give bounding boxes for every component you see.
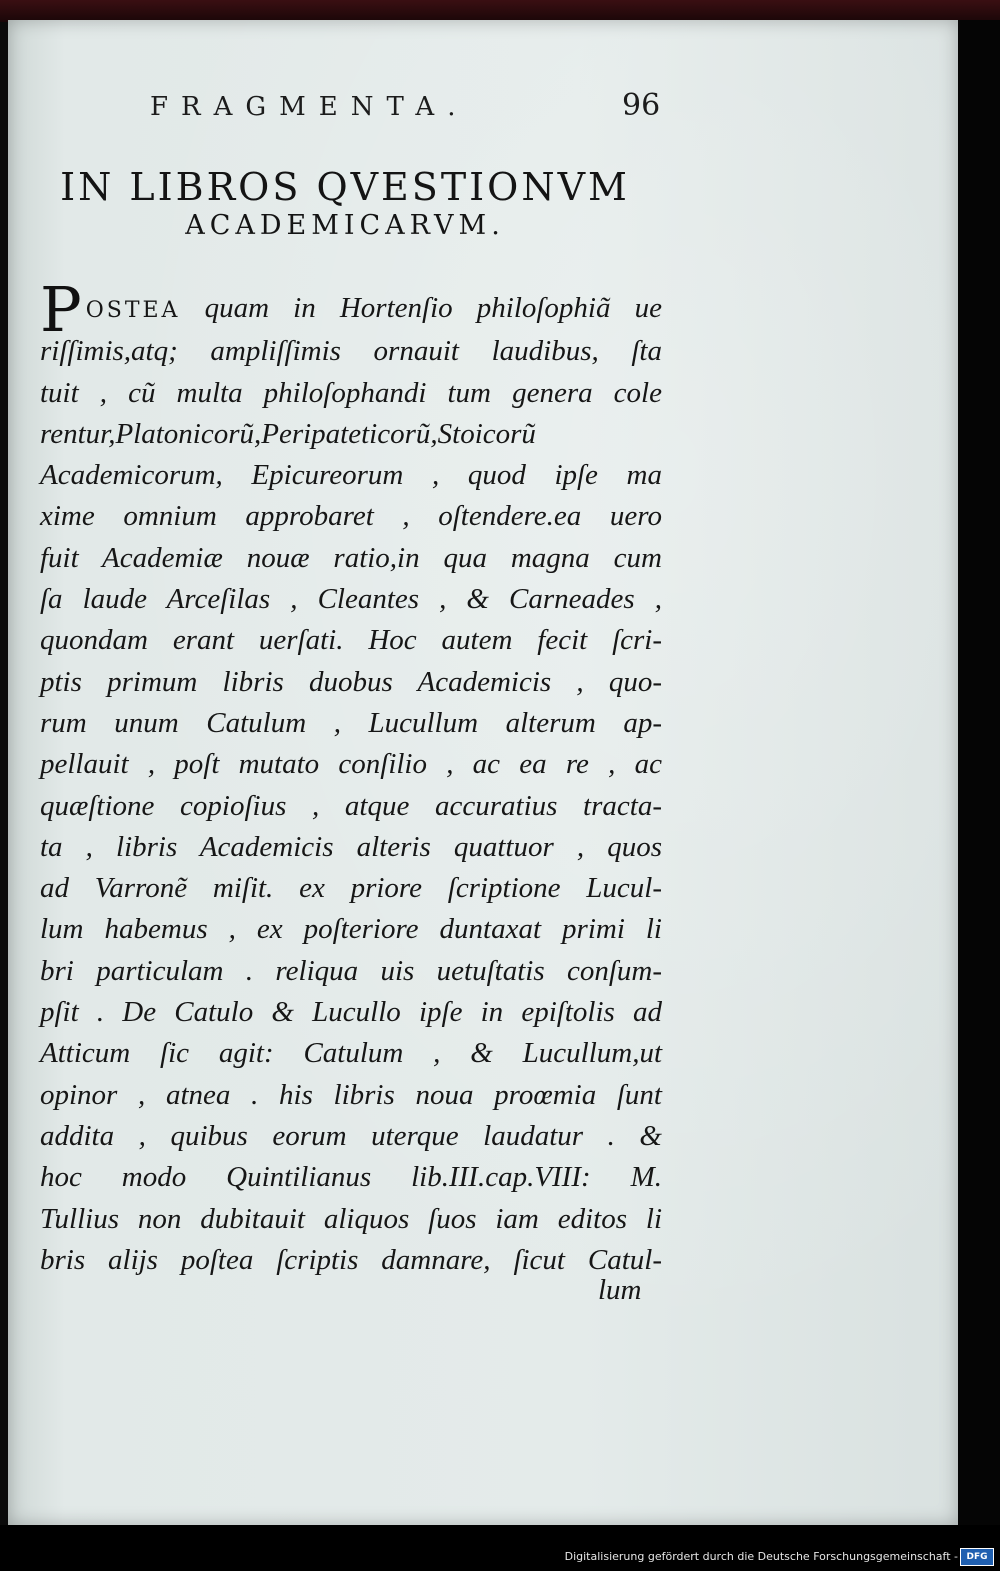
drop-capital: P xyxy=(40,273,82,346)
text-line: addita , quibus eorum uterque laudatur . & xyxy=(40,1119,662,1152)
body-text xyxy=(40,273,662,1281)
title-line-1: IN LIBROS QVESTIONVM xyxy=(60,165,630,209)
text-line: ta , libris Academicis alteris quattuor , quos xyxy=(40,830,662,863)
text-line: bris alijs poſtea ſcriptis damnare, ſicut Catul- xyxy=(40,1243,662,1276)
footer-bar xyxy=(0,1525,1000,1571)
funding-credit: Digitalisierung gefördert durch die Deutsche Forschungsgemeinschaft - xyxy=(564,1550,958,1563)
section-title xyxy=(30,165,660,243)
page-number: 96 xyxy=(622,88,661,123)
text-line: ptis primum libris duobus Academicis , quo- xyxy=(40,665,662,698)
text-line-1 xyxy=(40,273,662,346)
text-line: xime omnium approbaret , oſtendere.ea uero xyxy=(40,500,662,533)
text-line: Atticum ſic agit: Catulum , & Lucullum,ut xyxy=(40,1037,662,1070)
text-line: pellauit , poſt mutato conſilio , ac ea re , ac xyxy=(40,748,662,781)
text-line: fuit Academiæ nouæ ratio,in qua magna cum xyxy=(40,541,662,574)
text-line: Academicorum, Epicureorum , quod ipſe ma xyxy=(40,459,662,492)
text-line: hoc modo Quintilianus lib.III.cap.VIII: M. xyxy=(40,1161,662,1194)
text-line: opinor , atnea . his libris noua proœmia ſunt xyxy=(40,1078,662,1111)
first-word-caps: OSTEA xyxy=(85,298,181,323)
catchword: lum xyxy=(598,1274,642,1306)
text-line: ad Varronẽ miſit. ex priore ſcriptione Lucul- xyxy=(40,872,662,905)
text-line: rum unum Catulum , Lucullum alterum ap- xyxy=(40,706,662,739)
text-line: lum habemus , ex poſteriore duntaxat primi li xyxy=(40,913,662,946)
scan-border xyxy=(958,20,1000,1525)
dfg-logo-icon: DFG xyxy=(960,1548,994,1566)
title-line-2: ACADEMICARVM. xyxy=(185,210,505,241)
text-line: quæſtione copioſius , atque accuratius tracta- xyxy=(40,789,662,822)
text-line: Tullius non dubitauit aliquos ſuos iam editos li xyxy=(40,1202,662,1235)
text-line: pſit . De Catulo & Lucullo ipſe in epiſtolis ad xyxy=(40,996,662,1029)
text-line: riſſimis,atq; ampliſſimis ornauit laudibus, ſta xyxy=(40,335,662,368)
first-line-rest: quam in Hortenſio philoſophiã ue xyxy=(180,292,662,324)
binding-edge xyxy=(0,0,1000,22)
text-line: quondam erant uerſati. Hoc autem fecit ſcri- xyxy=(40,624,662,657)
running-head: FRAGMENTA. xyxy=(150,92,469,122)
text-line: ſa laude Arceſilas , Cleantes , & Carneades , xyxy=(40,583,662,616)
text-line: rentur,Platonicorũ,Peripateticorũ,Stoicorũ xyxy=(40,417,536,450)
text-line: tuit , cũ multa philoſophandi tum genera cole xyxy=(40,376,662,409)
text-line: bri particulam . reliqua uis uetuſtatis conſum- xyxy=(40,954,662,987)
